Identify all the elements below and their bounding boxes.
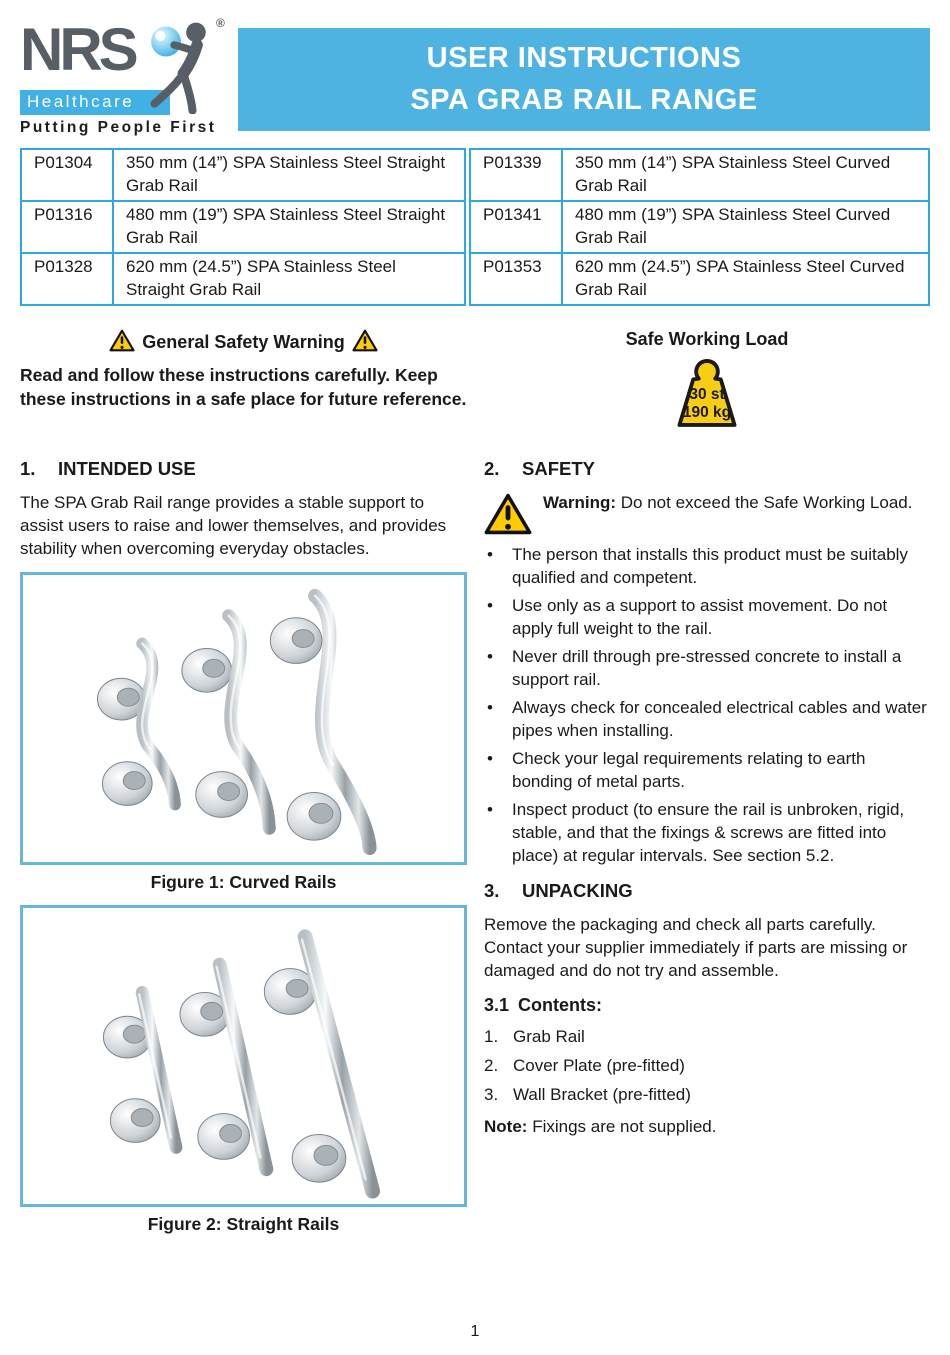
product-description: 350 mm (14”) SPA Stainless Steel Curved Grab Rail — [562, 149, 929, 201]
product-description: 620 mm (24.5”) SPA Stainless Steel Curved Grab Rail — [562, 253, 929, 305]
nrs-logo — [20, 16, 230, 137]
page-number: 1 — [470, 1323, 480, 1340]
figure-1-curved-rails-image — [20, 572, 467, 865]
warning-triangle-icon — [484, 492, 532, 536]
bullet-glyph: • — [487, 698, 493, 717]
list-item: • Never drill through pre-stressed concrete to install a support rail. — [484, 645, 930, 691]
table-row — [470, 201, 929, 253]
bullet-glyph: • — [487, 596, 493, 615]
product-description: 620 mm (24.5”) SPA Stainless Steel Straight Grab Rail — [113, 253, 465, 305]
straight-rails-illustration — [25, 909, 462, 1203]
product-code: P01328 — [21, 253, 113, 305]
list-item: • Use only as a support to assist movement. Do not apply full weight to the rail. — [484, 594, 930, 640]
curved-rails-illustration — [25, 577, 462, 861]
table-row — [21, 253, 465, 305]
table-row — [21, 201, 465, 253]
warning-triangle-icon — [109, 329, 135, 352]
weight-icon — [664, 357, 750, 431]
warning-text: Do not exceed the Safe Working Load. — [620, 493, 913, 512]
product-description: 480 mm (19”) SPA Stainless Steel Curved Grab Rail — [562, 201, 929, 253]
section-1-heading: 1. INTENDED USE — [20, 458, 196, 479]
safe-working-load-block — [484, 329, 930, 452]
product-code: P01341 — [470, 201, 562, 253]
product-code: P01353 — [470, 253, 562, 305]
masthead — [20, 16, 930, 137]
contents-subheading: 3.1 Contents: — [484, 995, 602, 1015]
table-row — [21, 149, 465, 201]
swl-value-kg: 190 kg — [682, 404, 732, 422]
list-item: • Always check for concealed electrical cables and water pipes when installing. — [484, 696, 930, 742]
product-code: P01316 — [21, 201, 113, 253]
product-code-tables — [20, 148, 930, 306]
bullet-glyph: • — [487, 647, 493, 666]
safety-warning-row — [484, 491, 930, 536]
unpacking-body: Remove the packaging and check all parts carefully. Contact your supplier immediately if parts are missing or damaged and do not try and assemble. — [484, 915, 908, 980]
intended-use-body: The SPA Grab Rail range provides a stable support to assist users to raise and lower themselves, and provides stability when overcoming everyday obstacles. — [20, 493, 447, 558]
general-safety-warning-block — [20, 329, 467, 452]
bullet-glyph: • — [487, 800, 493, 819]
document-title-line1: USER INSTRUCTIONS — [426, 42, 742, 74]
table-row — [470, 149, 929, 201]
logo-brand-text: NRS — [20, 16, 135, 83]
figure-2-caption: Figure 2: Straight Rails — [147, 1214, 340, 1234]
section-2-heading: 2. SAFETY — [484, 458, 595, 479]
swl-title: Safe Working Load — [625, 329, 789, 349]
general-warning-title: General Safety Warning — [142, 332, 345, 352]
list-item: 1. Grab Rail — [484, 1027, 585, 1046]
safety-bullet-list — [484, 543, 930, 867]
product-description: 480 mm (19”) SPA Stainless Steel Straight Grab Rail — [113, 201, 465, 253]
table-row — [470, 253, 929, 305]
right-column — [484, 321, 930, 1235]
registered-mark: ® — [216, 16, 225, 30]
contents-list — [484, 1025, 930, 1106]
list-item: • Check your legal requirements relating to earth bonding of metal parts. — [484, 747, 930, 793]
list-item: 3. Wall Bracket (pre-fitted) — [484, 1085, 691, 1104]
title-banner — [238, 28, 930, 131]
list-item: 2. Cover Plate (pre-fitted) — [484, 1056, 685, 1075]
document-body — [20, 321, 930, 1235]
list-item: • Inspect product (to ensure the rail is unbroken, rigid, stable, and that the fixings & screws are fitted into place) at regular intervals. See section 5.2. — [484, 798, 930, 867]
figure-1-caption: Figure 1: Curved Rails — [150, 872, 337, 892]
straight-rails-table — [20, 148, 466, 306]
bullet-glyph: • — [487, 749, 493, 768]
logo-sub-text: Healthcare — [27, 92, 135, 111]
note: Note: Fixings are not supplied. — [484, 1117, 717, 1136]
bullet-glyph: • — [487, 545, 493, 564]
warning-triangle-icon — [352, 329, 378, 352]
general-warning-body: Read and follow these instructions carefully. Keep these instructions in a safe place for future reference. — [20, 365, 467, 409]
product-code: P01339 — [470, 149, 562, 201]
logo-tagline: Putting People First — [20, 119, 217, 136]
person-with-ball-icon — [138, 22, 224, 114]
curved-rails-table — [469, 148, 930, 306]
list-item: • The person that installs this product must be suitably qualified and competent. — [484, 543, 930, 589]
figure-2-straight-rails-image — [20, 905, 467, 1207]
swl-value-st: 30 st — [689, 386, 725, 404]
warning-label: Warning: — [543, 493, 617, 512]
product-code: P01304 — [21, 149, 113, 201]
product-description: 350 mm (14”) SPA Stainless Steel Straight Grab Rail — [113, 149, 465, 201]
left-column — [20, 321, 467, 1235]
document-title-line2: SPA GRAB RAIL RANGE — [410, 84, 758, 116]
section-3-heading: 3. UNPACKING — [484, 880, 633, 901]
